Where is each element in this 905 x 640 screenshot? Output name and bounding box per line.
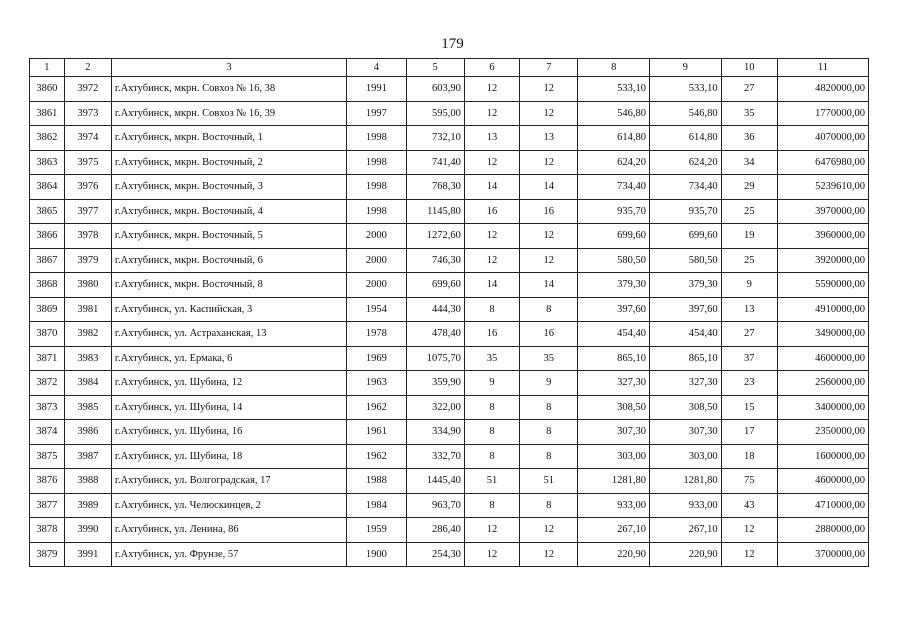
cell-units-b: 12 bbox=[520, 101, 578, 126]
cell-units-a: 14 bbox=[464, 273, 519, 298]
cell-living-area-b: 935,70 bbox=[650, 199, 722, 224]
cell-units-b: 16 bbox=[520, 199, 578, 224]
table-row bbox=[30, 126, 869, 151]
cell-residents: 34 bbox=[721, 150, 777, 175]
cell-living-area-a: 580,50 bbox=[578, 248, 650, 273]
cell-year-built: 1998 bbox=[347, 126, 406, 151]
cell-record-number: 3868 bbox=[30, 273, 65, 298]
cell-year-built: 1962 bbox=[347, 395, 406, 420]
cell-living-area-a: 933,00 bbox=[578, 493, 650, 518]
cell-units-a: 8 bbox=[464, 395, 519, 420]
table-row bbox=[30, 518, 869, 543]
cell-value: 3700000,00 bbox=[777, 542, 868, 567]
cell-address: г.Ахтубинск, ул. Ермака, 6 bbox=[111, 346, 346, 371]
cell-units-b: 12 bbox=[520, 518, 578, 543]
cell-residents: 12 bbox=[721, 542, 777, 567]
cell-address: г.Ахтубинск, мкрн. Восточный, 4 bbox=[111, 199, 346, 224]
table-row bbox=[30, 273, 869, 298]
cell-object-number: 3986 bbox=[64, 420, 111, 445]
cell-total-area: 732,10 bbox=[406, 126, 464, 151]
cell-record-number: 3873 bbox=[30, 395, 65, 420]
cell-record-number: 3872 bbox=[30, 371, 65, 396]
cell-address: г.Ахтубинск, мкрн. Совхоз № 16, 38 bbox=[111, 77, 346, 102]
cell-year-built: 1984 bbox=[347, 493, 406, 518]
cell-object-number: 3988 bbox=[64, 469, 111, 494]
cell-residents: 27 bbox=[721, 77, 777, 102]
column-header-5: 5 bbox=[406, 59, 464, 77]
cell-address: г.Ахтубинск, мкрн. Восточный, 6 bbox=[111, 248, 346, 273]
table-row bbox=[30, 248, 869, 273]
cell-object-number: 3976 bbox=[64, 175, 111, 200]
cell-year-built: 1998 bbox=[347, 175, 406, 200]
cell-living-area-b: 303,00 bbox=[650, 444, 722, 469]
cell-total-area: 746,30 bbox=[406, 248, 464, 273]
cell-address: г.Ахтубинск, мкрн. Восточный, 1 bbox=[111, 126, 346, 151]
table-row bbox=[30, 150, 869, 175]
table-row bbox=[30, 77, 869, 102]
cell-units-b: 51 bbox=[520, 469, 578, 494]
cell-object-number: 3989 bbox=[64, 493, 111, 518]
cell-year-built: 1969 bbox=[347, 346, 406, 371]
cell-year-built: 1998 bbox=[347, 150, 406, 175]
cell-record-number: 3869 bbox=[30, 297, 65, 322]
cell-residents: 29 bbox=[721, 175, 777, 200]
cell-total-area: 1145,80 bbox=[406, 199, 464, 224]
cell-total-area: 768,30 bbox=[406, 175, 464, 200]
cell-living-area-b: 865,10 bbox=[650, 346, 722, 371]
cell-living-area-a: 327,30 bbox=[578, 371, 650, 396]
cell-residents: 18 bbox=[721, 444, 777, 469]
cell-value: 2560000,00 bbox=[777, 371, 868, 396]
table-row bbox=[30, 371, 869, 396]
cell-units-a: 8 bbox=[464, 420, 519, 445]
table-body bbox=[30, 77, 869, 567]
cell-address: г.Ахтубинск, мкрн. Восточный, 8 bbox=[111, 273, 346, 298]
cell-units-b: 14 bbox=[520, 273, 578, 298]
cell-object-number: 3990 bbox=[64, 518, 111, 543]
cell-residents: 75 bbox=[721, 469, 777, 494]
cell-address: г.Ахтубинск, мкрн. Восточный, 2 bbox=[111, 150, 346, 175]
cell-object-number: 3972 bbox=[64, 77, 111, 102]
cell-units-b: 14 bbox=[520, 175, 578, 200]
cell-living-area-b: 454,40 bbox=[650, 322, 722, 347]
cell-value: 4710000,00 bbox=[777, 493, 868, 518]
cell-year-built: 1997 bbox=[347, 101, 406, 126]
cell-total-area: 478,40 bbox=[406, 322, 464, 347]
cell-living-area-b: 220,90 bbox=[650, 542, 722, 567]
cell-object-number: 3980 bbox=[64, 273, 111, 298]
cell-address: г.Ахтубинск, ул. Челюскинцев, 2 bbox=[111, 493, 346, 518]
cell-object-number: 3973 bbox=[64, 101, 111, 126]
cell-units-b: 13 bbox=[520, 126, 578, 151]
cell-object-number: 3983 bbox=[64, 346, 111, 371]
cell-value: 4070000,00 bbox=[777, 126, 868, 151]
cell-living-area-b: 267,10 bbox=[650, 518, 722, 543]
cell-year-built: 1954 bbox=[347, 297, 406, 322]
cell-units-b: 8 bbox=[520, 420, 578, 445]
cell-year-built: 1963 bbox=[347, 371, 406, 396]
cell-value: 1600000,00 bbox=[777, 444, 868, 469]
cell-units-a: 9 bbox=[464, 371, 519, 396]
cell-year-built: 1978 bbox=[347, 322, 406, 347]
cell-address: г.Ахтубинск, ул. Шубина, 14 bbox=[111, 395, 346, 420]
column-header-7: 7 bbox=[520, 59, 578, 77]
cell-living-area-b: 1281,80 bbox=[650, 469, 722, 494]
cell-object-number: 3975 bbox=[64, 150, 111, 175]
table-row bbox=[30, 542, 869, 567]
cell-year-built: 1900 bbox=[347, 542, 406, 567]
housing-register-table bbox=[29, 58, 869, 567]
cell-living-area-a: 308,50 bbox=[578, 395, 650, 420]
cell-living-area-a: 397,60 bbox=[578, 297, 650, 322]
cell-record-number: 3865 bbox=[30, 199, 65, 224]
cell-year-built: 2000 bbox=[347, 224, 406, 249]
cell-year-built: 2000 bbox=[347, 273, 406, 298]
cell-units-a: 16 bbox=[464, 199, 519, 224]
cell-value: 3920000,00 bbox=[777, 248, 868, 273]
cell-address: г.Ахтубинск, мкрн. Восточный, 5 bbox=[111, 224, 346, 249]
cell-units-a: 35 bbox=[464, 346, 519, 371]
cell-living-area-a: 379,30 bbox=[578, 273, 650, 298]
cell-living-area-b: 699,60 bbox=[650, 224, 722, 249]
cell-living-area-a: 624,20 bbox=[578, 150, 650, 175]
cell-residents: 17 bbox=[721, 420, 777, 445]
cell-value: 5239610,00 bbox=[777, 175, 868, 200]
cell-record-number: 3871 bbox=[30, 346, 65, 371]
cell-living-area-a: 454,40 bbox=[578, 322, 650, 347]
cell-record-number: 3860 bbox=[30, 77, 65, 102]
cell-living-area-b: 308,50 bbox=[650, 395, 722, 420]
cell-value: 4910000,00 bbox=[777, 297, 868, 322]
cell-total-area: 595,00 bbox=[406, 101, 464, 126]
cell-record-number: 3879 bbox=[30, 542, 65, 567]
cell-record-number: 3864 bbox=[30, 175, 65, 200]
cell-address: г.Ахтубинск, ул. Фрунзе, 57 bbox=[111, 542, 346, 567]
column-header-8: 8 bbox=[578, 59, 650, 77]
table-row bbox=[30, 444, 869, 469]
cell-record-number: 3863 bbox=[30, 150, 65, 175]
cell-units-a: 8 bbox=[464, 297, 519, 322]
page-number: 179 bbox=[441, 36, 464, 52]
column-header-2: 2 bbox=[64, 59, 111, 77]
cell-living-area-b: 379,30 bbox=[650, 273, 722, 298]
cell-value: 3960000,00 bbox=[777, 224, 868, 249]
table-row bbox=[30, 469, 869, 494]
cell-value: 2880000,00 bbox=[777, 518, 868, 543]
cell-living-area-b: 546,80 bbox=[650, 101, 722, 126]
cell-units-b: 12 bbox=[520, 248, 578, 273]
cell-address: г.Ахтубинск, ул. Шубина, 12 bbox=[111, 371, 346, 396]
cell-address: г.Ахтубинск, ул. Волгоградская, 17 bbox=[111, 469, 346, 494]
cell-units-b: 12 bbox=[520, 150, 578, 175]
cell-living-area-a: 1281,80 bbox=[578, 469, 650, 494]
cell-object-number: 3987 bbox=[64, 444, 111, 469]
cell-year-built: 1988 bbox=[347, 469, 406, 494]
cell-value: 4600000,00 bbox=[777, 469, 868, 494]
cell-year-built: 1962 bbox=[347, 444, 406, 469]
cell-living-area-b: 533,10 bbox=[650, 77, 722, 102]
cell-units-a: 12 bbox=[464, 518, 519, 543]
column-header-4: 4 bbox=[347, 59, 406, 77]
cell-address: г.Ахтубинск, ул. Каспийская, 3 bbox=[111, 297, 346, 322]
cell-record-number: 3867 bbox=[30, 248, 65, 273]
cell-object-number: 3974 bbox=[64, 126, 111, 151]
cell-residents: 12 bbox=[721, 518, 777, 543]
cell-units-a: 8 bbox=[464, 444, 519, 469]
cell-living-area-a: 533,10 bbox=[578, 77, 650, 102]
cell-record-number: 3861 bbox=[30, 101, 65, 126]
cell-record-number: 3877 bbox=[30, 493, 65, 518]
cell-residents: 35 bbox=[721, 101, 777, 126]
cell-living-area-b: 327,30 bbox=[650, 371, 722, 396]
cell-units-a: 13 bbox=[464, 126, 519, 151]
cell-living-area-a: 935,70 bbox=[578, 199, 650, 224]
cell-living-area-b: 734,40 bbox=[650, 175, 722, 200]
cell-value: 2350000,00 bbox=[777, 420, 868, 445]
table-row bbox=[30, 395, 869, 420]
cell-residents: 13 bbox=[721, 297, 777, 322]
column-header-3: 3 bbox=[111, 59, 346, 77]
cell-living-area-b: 614,80 bbox=[650, 126, 722, 151]
cell-object-number: 3985 bbox=[64, 395, 111, 420]
cell-residents: 25 bbox=[721, 199, 777, 224]
cell-record-number: 3870 bbox=[30, 322, 65, 347]
cell-units-b: 12 bbox=[520, 542, 578, 567]
cell-total-area: 963,70 bbox=[406, 493, 464, 518]
cell-units-a: 16 bbox=[464, 322, 519, 347]
table-row bbox=[30, 175, 869, 200]
cell-object-number: 3991 bbox=[64, 542, 111, 567]
header-row bbox=[30, 59, 869, 77]
table-row bbox=[30, 101, 869, 126]
cell-total-area: 286,40 bbox=[406, 518, 464, 543]
cell-living-area-a: 614,80 bbox=[578, 126, 650, 151]
cell-record-number: 3876 bbox=[30, 469, 65, 494]
cell-units-a: 12 bbox=[464, 101, 519, 126]
cell-units-a: 8 bbox=[464, 493, 519, 518]
column-header-11: 11 bbox=[777, 59, 868, 77]
cell-living-area-a: 865,10 bbox=[578, 346, 650, 371]
cell-total-area: 741,40 bbox=[406, 150, 464, 175]
cell-value: 4820000,00 bbox=[777, 77, 868, 102]
column-header-9: 9 bbox=[650, 59, 722, 77]
table-row bbox=[30, 493, 869, 518]
cell-value: 3400000,00 bbox=[777, 395, 868, 420]
cell-living-area-a: 303,00 bbox=[578, 444, 650, 469]
cell-residents: 37 bbox=[721, 346, 777, 371]
cell-address: г.Ахтубинск, ул. Ленина, 86 bbox=[111, 518, 346, 543]
cell-value: 4600000,00 bbox=[777, 346, 868, 371]
cell-year-built: 1961 bbox=[347, 420, 406, 445]
cell-total-area: 332,70 bbox=[406, 444, 464, 469]
cell-total-area: 1272,60 bbox=[406, 224, 464, 249]
cell-total-area: 444,30 bbox=[406, 297, 464, 322]
cell-living-area-a: 220,90 bbox=[578, 542, 650, 567]
cell-residents: 43 bbox=[721, 493, 777, 518]
column-header-10: 10 bbox=[721, 59, 777, 77]
cell-record-number: 3874 bbox=[30, 420, 65, 445]
cell-year-built: 2000 bbox=[347, 248, 406, 273]
cell-units-a: 14 bbox=[464, 175, 519, 200]
cell-total-area: 322,00 bbox=[406, 395, 464, 420]
cell-units-b: 35 bbox=[520, 346, 578, 371]
cell-address: г.Ахтубинск, мкрн. Восточный, 3 bbox=[111, 175, 346, 200]
cell-living-area-a: 699,60 bbox=[578, 224, 650, 249]
cell-units-a: 12 bbox=[464, 248, 519, 273]
cell-total-area: 1075,70 bbox=[406, 346, 464, 371]
cell-units-b: 12 bbox=[520, 224, 578, 249]
table-row bbox=[30, 346, 869, 371]
cell-value: 6476980,00 bbox=[777, 150, 868, 175]
cell-residents: 19 bbox=[721, 224, 777, 249]
table-row bbox=[30, 322, 869, 347]
table-row bbox=[30, 420, 869, 445]
cell-units-a: 12 bbox=[464, 224, 519, 249]
cell-total-area: 603,90 bbox=[406, 77, 464, 102]
cell-object-number: 3982 bbox=[64, 322, 111, 347]
cell-address: г.Ахтубинск, ул. Астраханская, 13 bbox=[111, 322, 346, 347]
cell-residents: 27 bbox=[721, 322, 777, 347]
cell-object-number: 3978 bbox=[64, 224, 111, 249]
cell-units-b: 8 bbox=[520, 493, 578, 518]
cell-residents: 15 bbox=[721, 395, 777, 420]
column-header-1: 1 bbox=[30, 59, 65, 77]
cell-value: 5590000,00 bbox=[777, 273, 868, 298]
cell-residents: 9 bbox=[721, 273, 777, 298]
cell-object-number: 3979 bbox=[64, 248, 111, 273]
cell-value: 1770000,00 bbox=[777, 101, 868, 126]
cell-residents: 36 bbox=[721, 126, 777, 151]
cell-living-area-a: 734,40 bbox=[578, 175, 650, 200]
cell-units-a: 12 bbox=[464, 542, 519, 567]
cell-total-area: 254,30 bbox=[406, 542, 464, 567]
cell-living-area-a: 267,10 bbox=[578, 518, 650, 543]
cell-units-b: 8 bbox=[520, 395, 578, 420]
cell-units-b: 8 bbox=[520, 297, 578, 322]
cell-object-number: 3984 bbox=[64, 371, 111, 396]
cell-address: г.Ахтубинск, мкрн. Совхоз № 16, 39 bbox=[111, 101, 346, 126]
cell-living-area-b: 307,30 bbox=[650, 420, 722, 445]
table-row bbox=[30, 199, 869, 224]
cell-living-area-a: 307,30 bbox=[578, 420, 650, 445]
table-row bbox=[30, 297, 869, 322]
cell-address: г.Ахтубинск, ул. Шубина, 16 bbox=[111, 420, 346, 445]
cell-units-a: 12 bbox=[464, 77, 519, 102]
cell-value: 3490000,00 bbox=[777, 322, 868, 347]
cell-record-number: 3866 bbox=[30, 224, 65, 249]
table-row bbox=[30, 224, 869, 249]
cell-record-number: 3878 bbox=[30, 518, 65, 543]
cell-year-built: 1991 bbox=[347, 77, 406, 102]
cell-units-b: 8 bbox=[520, 444, 578, 469]
cell-record-number: 3875 bbox=[30, 444, 65, 469]
cell-address: г.Ахтубинск, ул. Шубина, 18 bbox=[111, 444, 346, 469]
cell-total-area: 334,90 bbox=[406, 420, 464, 445]
cell-living-area-b: 580,50 bbox=[650, 248, 722, 273]
cell-units-b: 9 bbox=[520, 371, 578, 396]
cell-total-area: 1445,40 bbox=[406, 469, 464, 494]
cell-total-area: 699,60 bbox=[406, 273, 464, 298]
cell-residents: 23 bbox=[721, 371, 777, 396]
cell-total-area: 359,90 bbox=[406, 371, 464, 396]
cell-living-area-b: 933,00 bbox=[650, 493, 722, 518]
cell-value: 3970000,00 bbox=[777, 199, 868, 224]
cell-object-number: 3981 bbox=[64, 297, 111, 322]
cell-residents: 25 bbox=[721, 248, 777, 273]
cell-units-a: 51 bbox=[464, 469, 519, 494]
cell-living-area-b: 397,60 bbox=[650, 297, 722, 322]
cell-units-b: 12 bbox=[520, 77, 578, 102]
cell-year-built: 1959 bbox=[347, 518, 406, 543]
cell-object-number: 3977 bbox=[64, 199, 111, 224]
cell-living-area-a: 546,80 bbox=[578, 101, 650, 126]
column-header-6: 6 bbox=[464, 59, 519, 77]
cell-record-number: 3862 bbox=[30, 126, 65, 151]
cell-living-area-b: 624,20 bbox=[650, 150, 722, 175]
cell-year-built: 1998 bbox=[347, 199, 406, 224]
cell-units-b: 16 bbox=[520, 322, 578, 347]
cell-units-a: 12 bbox=[464, 150, 519, 175]
